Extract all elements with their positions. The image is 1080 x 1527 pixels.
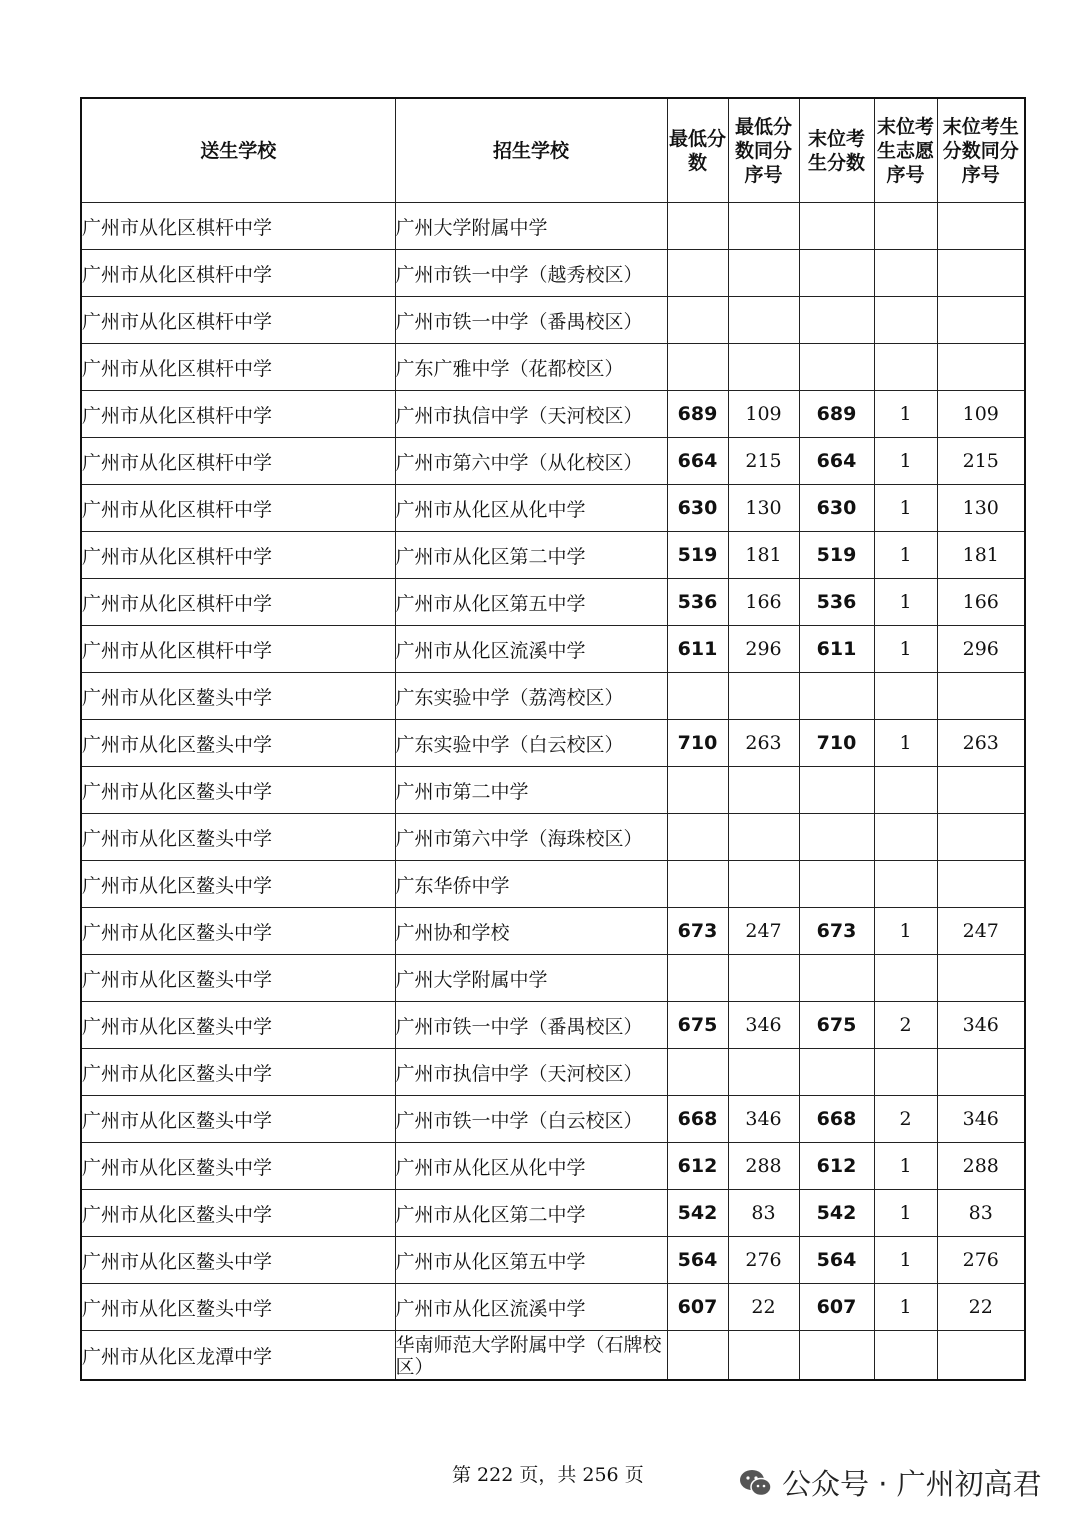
cell-sending-school: 广州市从化区棋杆中学 — [81, 485, 395, 532]
cell-last-score-rank — [937, 297, 1025, 344]
cell-sending-school: 广州市从化区棋杆中学 — [81, 250, 395, 297]
cell-min-score-rank — [728, 767, 799, 814]
cell-last-choice-order: 1 — [874, 391, 937, 438]
cell-enrolling-school: 广州大学附属中学 — [395, 955, 667, 1002]
cell-last-score-rank — [937, 250, 1025, 297]
cell-min-score-rank — [728, 1331, 799, 1381]
cell-min-score-rank: 346 — [728, 1002, 799, 1049]
cell-min-score-rank: 215 — [728, 438, 799, 485]
cell-min-score: 668 — [667, 1096, 728, 1143]
cell-last-score-rank: 215 — [937, 438, 1025, 485]
cell-last-score: 664 — [799, 438, 874, 485]
table-row — [81, 861, 1025, 908]
table-row — [81, 1002, 1025, 1049]
table-row — [81, 673, 1025, 720]
cell-last-choice-order: 1 — [874, 908, 937, 955]
cell-last-choice-order: 1 — [874, 579, 937, 626]
cell-sending-school: 广州市从化区鳌头中学 — [81, 767, 395, 814]
cell-sending-school: 广州市从化区鳌头中学 — [81, 1049, 395, 1096]
cell-last-score-rank — [937, 767, 1025, 814]
table-row — [81, 1284, 1025, 1331]
cell-last-score: 564 — [799, 1237, 874, 1284]
table-row — [81, 1331, 1025, 1381]
cell-min-score-rank: 263 — [728, 720, 799, 767]
cell-min-score: 612 — [667, 1143, 728, 1190]
cell-last-score — [799, 861, 874, 908]
cell-last-choice-order — [874, 203, 937, 250]
cell-min-score: 710 — [667, 720, 728, 767]
header-enrolling-school: 招生学校 — [395, 98, 667, 203]
cell-min-score-rank — [728, 1049, 799, 1096]
cell-sending-school: 广州市从化区鳌头中学 — [81, 720, 395, 767]
cell-min-score-rank — [728, 250, 799, 297]
table-row — [81, 767, 1025, 814]
cell-last-score-rank — [937, 814, 1025, 861]
cell-sending-school: 广州市从化区棋杆中学 — [81, 391, 395, 438]
cell-last-score-rank — [937, 1331, 1025, 1381]
cell-min-score — [667, 203, 728, 250]
cell-last-score — [799, 344, 874, 391]
header-last-score: 末位考生分数 — [799, 98, 874, 203]
cell-last-score — [799, 955, 874, 1002]
cell-enrolling-school: 广州市执信中学（天河校区） — [395, 1049, 667, 1096]
table-row — [81, 908, 1025, 955]
cell-last-choice-order: 1 — [874, 1190, 937, 1237]
cell-sending-school: 广州市从化区鳌头中学 — [81, 1096, 395, 1143]
cell-sending-school: 广州市从化区鳌头中学 — [81, 1237, 395, 1284]
cell-last-choice-order: 1 — [874, 438, 937, 485]
cell-enrolling-school: 广州市第六中学（海珠校区） — [395, 814, 667, 861]
header-min-score: 最低分数 — [667, 98, 728, 203]
cell-last-score-rank: 109 — [937, 391, 1025, 438]
cell-min-score: 542 — [667, 1190, 728, 1237]
cell-min-score-rank — [728, 344, 799, 391]
cell-last-score-rank: 83 — [937, 1190, 1025, 1237]
cell-min-score-rank — [728, 203, 799, 250]
cell-enrolling-school: 广州市从化区从化中学 — [395, 485, 667, 532]
cell-min-score: 673 — [667, 908, 728, 955]
cell-last-choice-order: 2 — [874, 1002, 937, 1049]
cell-min-score-rank: 288 — [728, 1143, 799, 1190]
cell-last-choice-order — [874, 344, 937, 391]
cell-sending-school: 广州市从化区鳌头中学 — [81, 1002, 395, 1049]
cell-sending-school: 广州市从化区鳌头中学 — [81, 814, 395, 861]
cell-min-score — [667, 814, 728, 861]
cell-enrolling-school: 广州大学附属中学 — [395, 203, 667, 250]
cell-min-score: 675 — [667, 1002, 728, 1049]
cell-enrolling-school: 广东实验中学（荔湾校区） — [395, 673, 667, 720]
cell-last-score — [799, 203, 874, 250]
cell-min-score-rank — [728, 861, 799, 908]
cell-min-score: 564 — [667, 1237, 728, 1284]
cell-last-score — [799, 297, 874, 344]
header-last-score-rank: 末位考生分数同分序号 — [937, 98, 1025, 203]
table-row — [81, 297, 1025, 344]
cell-sending-school: 广州市从化区棋杆中学 — [81, 297, 395, 344]
cell-min-score-rank: 181 — [728, 532, 799, 579]
cell-last-choice-order — [874, 861, 937, 908]
table-row — [81, 720, 1025, 767]
cell-sending-school: 广州市从化区鳌头中学 — [81, 861, 395, 908]
cell-last-score-rank — [937, 673, 1025, 720]
table-row — [81, 814, 1025, 861]
cell-min-score: 611 — [667, 626, 728, 673]
table-row — [81, 250, 1025, 297]
cell-min-score — [667, 767, 728, 814]
cell-min-score: 689 — [667, 391, 728, 438]
cell-last-score-rank: 166 — [937, 579, 1025, 626]
cell-last-score-rank — [937, 1049, 1025, 1096]
cell-min-score — [667, 250, 728, 297]
cell-last-choice-order — [874, 250, 937, 297]
cell-enrolling-school: 广州市执信中学（天河校区） — [395, 391, 667, 438]
cell-enrolling-school: 华南师范大学附属中学（石牌校区） — [395, 1331, 667, 1381]
cell-last-score-rank — [937, 861, 1025, 908]
cell-last-choice-order: 1 — [874, 1237, 937, 1284]
cell-last-score: 542 — [799, 1190, 874, 1237]
cell-last-score-rank: 288 — [937, 1143, 1025, 1190]
cell-min-score-rank — [728, 955, 799, 1002]
admission-score-table — [80, 97, 1026, 1381]
cell-min-score-rank: 83 — [728, 1190, 799, 1237]
cell-min-score: 519 — [667, 532, 728, 579]
cell-min-score — [667, 1049, 728, 1096]
cell-last-choice-order: 2 — [874, 1096, 937, 1143]
table-row — [81, 1049, 1025, 1096]
cell-enrolling-school: 广州市从化区流溪中学 — [395, 626, 667, 673]
cell-sending-school: 广州市从化区鳌头中学 — [81, 1190, 395, 1237]
cell-last-score-rank — [937, 344, 1025, 391]
table-row — [81, 391, 1025, 438]
cell-sending-school: 广州市从化区鳌头中学 — [81, 1143, 395, 1190]
cell-min-score — [667, 344, 728, 391]
cell-last-score: 668 — [799, 1096, 874, 1143]
cell-sending-school: 广州市从化区棋杆中学 — [81, 203, 395, 250]
header-min-score-rank: 最低分数同分序号 — [728, 98, 799, 203]
cell-sending-school: 广州市从化区鳌头中学 — [81, 955, 395, 1002]
cell-last-score: 675 — [799, 1002, 874, 1049]
cell-last-score: 630 — [799, 485, 874, 532]
cell-last-score-rank: 181 — [937, 532, 1025, 579]
cell-sending-school: 广州市从化区棋杆中学 — [81, 532, 395, 579]
cell-enrolling-school: 广州市从化区流溪中学 — [395, 1284, 667, 1331]
cell-last-score-rank: 346 — [937, 1096, 1025, 1143]
cell-min-score — [667, 297, 728, 344]
cell-min-score: 630 — [667, 485, 728, 532]
cell-enrolling-school: 广州市铁一中学（白云校区） — [395, 1096, 667, 1143]
table-row — [81, 579, 1025, 626]
cell-enrolling-school: 广州市从化区第五中学 — [395, 579, 667, 626]
table-row — [81, 344, 1025, 391]
table-row — [81, 438, 1025, 485]
table-row — [81, 626, 1025, 673]
table-row — [81, 1237, 1025, 1284]
header-sending-school: 送生学校 — [81, 98, 395, 203]
cell-enrolling-school: 广州市铁一中学（越秀校区） — [395, 250, 667, 297]
cell-min-score-rank — [728, 673, 799, 720]
table-row — [81, 1096, 1025, 1143]
cell-sending-school: 广州市从化区鳌头中学 — [81, 1284, 395, 1331]
cell-min-score — [667, 861, 728, 908]
header-last-choice-order: 末位考生志愿序号 — [874, 98, 937, 203]
watermark-text: 公众号 · 广州初高君 — [782, 1467, 1042, 1501]
cell-last-choice-order: 1 — [874, 720, 937, 767]
cell-last-score-rank: 346 — [937, 1002, 1025, 1049]
watermark — [738, 1462, 1042, 1503]
cell-sending-school: 广州市从化区鳌头中学 — [81, 673, 395, 720]
cell-sending-school: 广州市从化区鳌头中学 — [81, 908, 395, 955]
cell-min-score: 607 — [667, 1284, 728, 1331]
cell-last-score: 612 — [799, 1143, 874, 1190]
cell-last-score: 519 — [799, 532, 874, 579]
cell-last-score-rank: 276 — [937, 1237, 1025, 1284]
cell-min-score-rank: 247 — [728, 908, 799, 955]
cell-min-score-rank: 109 — [728, 391, 799, 438]
cell-min-score-rank: 22 — [728, 1284, 799, 1331]
table-row — [81, 955, 1025, 1002]
cell-last-choice-order: 1 — [874, 532, 937, 579]
cell-last-choice-order: 1 — [874, 626, 937, 673]
table-row — [81, 1143, 1025, 1190]
cell-min-score-rank: 346 — [728, 1096, 799, 1143]
cell-last-score-rank: 296 — [937, 626, 1025, 673]
cell-last-score-rank — [937, 203, 1025, 250]
cell-last-score-rank: 263 — [937, 720, 1025, 767]
table-row — [81, 1190, 1025, 1237]
cell-last-choice-order — [874, 767, 937, 814]
cell-enrolling-school: 广州市从化区从化中学 — [395, 1143, 667, 1190]
header-row — [81, 98, 1025, 203]
cell-last-choice-order — [874, 1049, 937, 1096]
cell-min-score-rank — [728, 297, 799, 344]
cell-enrolling-school: 广州市从化区第五中学 — [395, 1237, 667, 1284]
cell-last-score: 607 — [799, 1284, 874, 1331]
cell-last-score: 673 — [799, 908, 874, 955]
cell-last-score — [799, 673, 874, 720]
cell-last-choice-order — [874, 814, 937, 861]
cell-min-score-rank: 296 — [728, 626, 799, 673]
cell-sending-school: 广州市从化区棋杆中学 — [81, 579, 395, 626]
cell-min-score-rank — [728, 814, 799, 861]
page-number: 第 222 页，共 256 页 — [452, 1464, 644, 1486]
cell-sending-school: 广州市从化区棋杆中学 — [81, 626, 395, 673]
cell-enrolling-school: 广州市从化区第二中学 — [395, 532, 667, 579]
wechat-icon — [738, 1468, 774, 1498]
cell-last-choice-order — [874, 1331, 937, 1381]
cell-enrolling-school: 广州市铁一中学（番禺校区） — [395, 1002, 667, 1049]
table-row — [81, 203, 1025, 250]
cell-last-score: 689 — [799, 391, 874, 438]
cell-sending-school: 广州市从化区龙潭中学 — [81, 1331, 395, 1381]
cell-sending-school: 广州市从化区棋杆中学 — [81, 344, 395, 391]
cell-last-score — [799, 250, 874, 297]
cell-min-score-rank: 130 — [728, 485, 799, 532]
cell-min-score — [667, 955, 728, 1002]
cell-sending-school: 广州市从化区棋杆中学 — [81, 438, 395, 485]
cell-min-score: 536 — [667, 579, 728, 626]
cell-min-score — [667, 673, 728, 720]
cell-last-score-rank: 247 — [937, 908, 1025, 955]
cell-min-score-rank: 166 — [728, 579, 799, 626]
cell-enrolling-school: 广州市铁一中学（番禺校区） — [395, 297, 667, 344]
cell-last-score — [799, 1049, 874, 1096]
cell-last-choice-order: 1 — [874, 1284, 937, 1331]
cell-last-score: 710 — [799, 720, 874, 767]
cell-enrolling-school: 广东实验中学（白云校区） — [395, 720, 667, 767]
cell-last-score — [799, 767, 874, 814]
cell-enrolling-school: 广东华侨中学 — [395, 861, 667, 908]
cell-min-score: 664 — [667, 438, 728, 485]
table-row — [81, 485, 1025, 532]
cell-last-score — [799, 814, 874, 861]
cell-last-score-rank: 22 — [937, 1284, 1025, 1331]
cell-last-choice-order: 1 — [874, 1143, 937, 1190]
cell-last-score-rank — [937, 955, 1025, 1002]
table-row — [81, 532, 1025, 579]
cell-enrolling-school: 广州市从化区第二中学 — [395, 1190, 667, 1237]
cell-last-score: 611 — [799, 626, 874, 673]
cell-min-score-rank: 276 — [728, 1237, 799, 1284]
cell-last-choice-order — [874, 673, 937, 720]
cell-last-score: 536 — [799, 579, 874, 626]
cell-last-score-rank: 130 — [937, 485, 1025, 532]
cell-last-score — [799, 1331, 874, 1381]
cell-enrolling-school: 广州市第六中学（从化校区） — [395, 438, 667, 485]
cell-enrolling-school: 广东广雅中学（花都校区） — [395, 344, 667, 391]
cell-last-choice-order — [874, 955, 937, 1002]
cell-last-choice-order — [874, 297, 937, 344]
cell-enrolling-school: 广州协和学校 — [395, 908, 667, 955]
cell-enrolling-school: 广州市第二中学 — [395, 767, 667, 814]
cell-min-score — [667, 1331, 728, 1381]
cell-last-choice-order: 1 — [874, 485, 937, 532]
